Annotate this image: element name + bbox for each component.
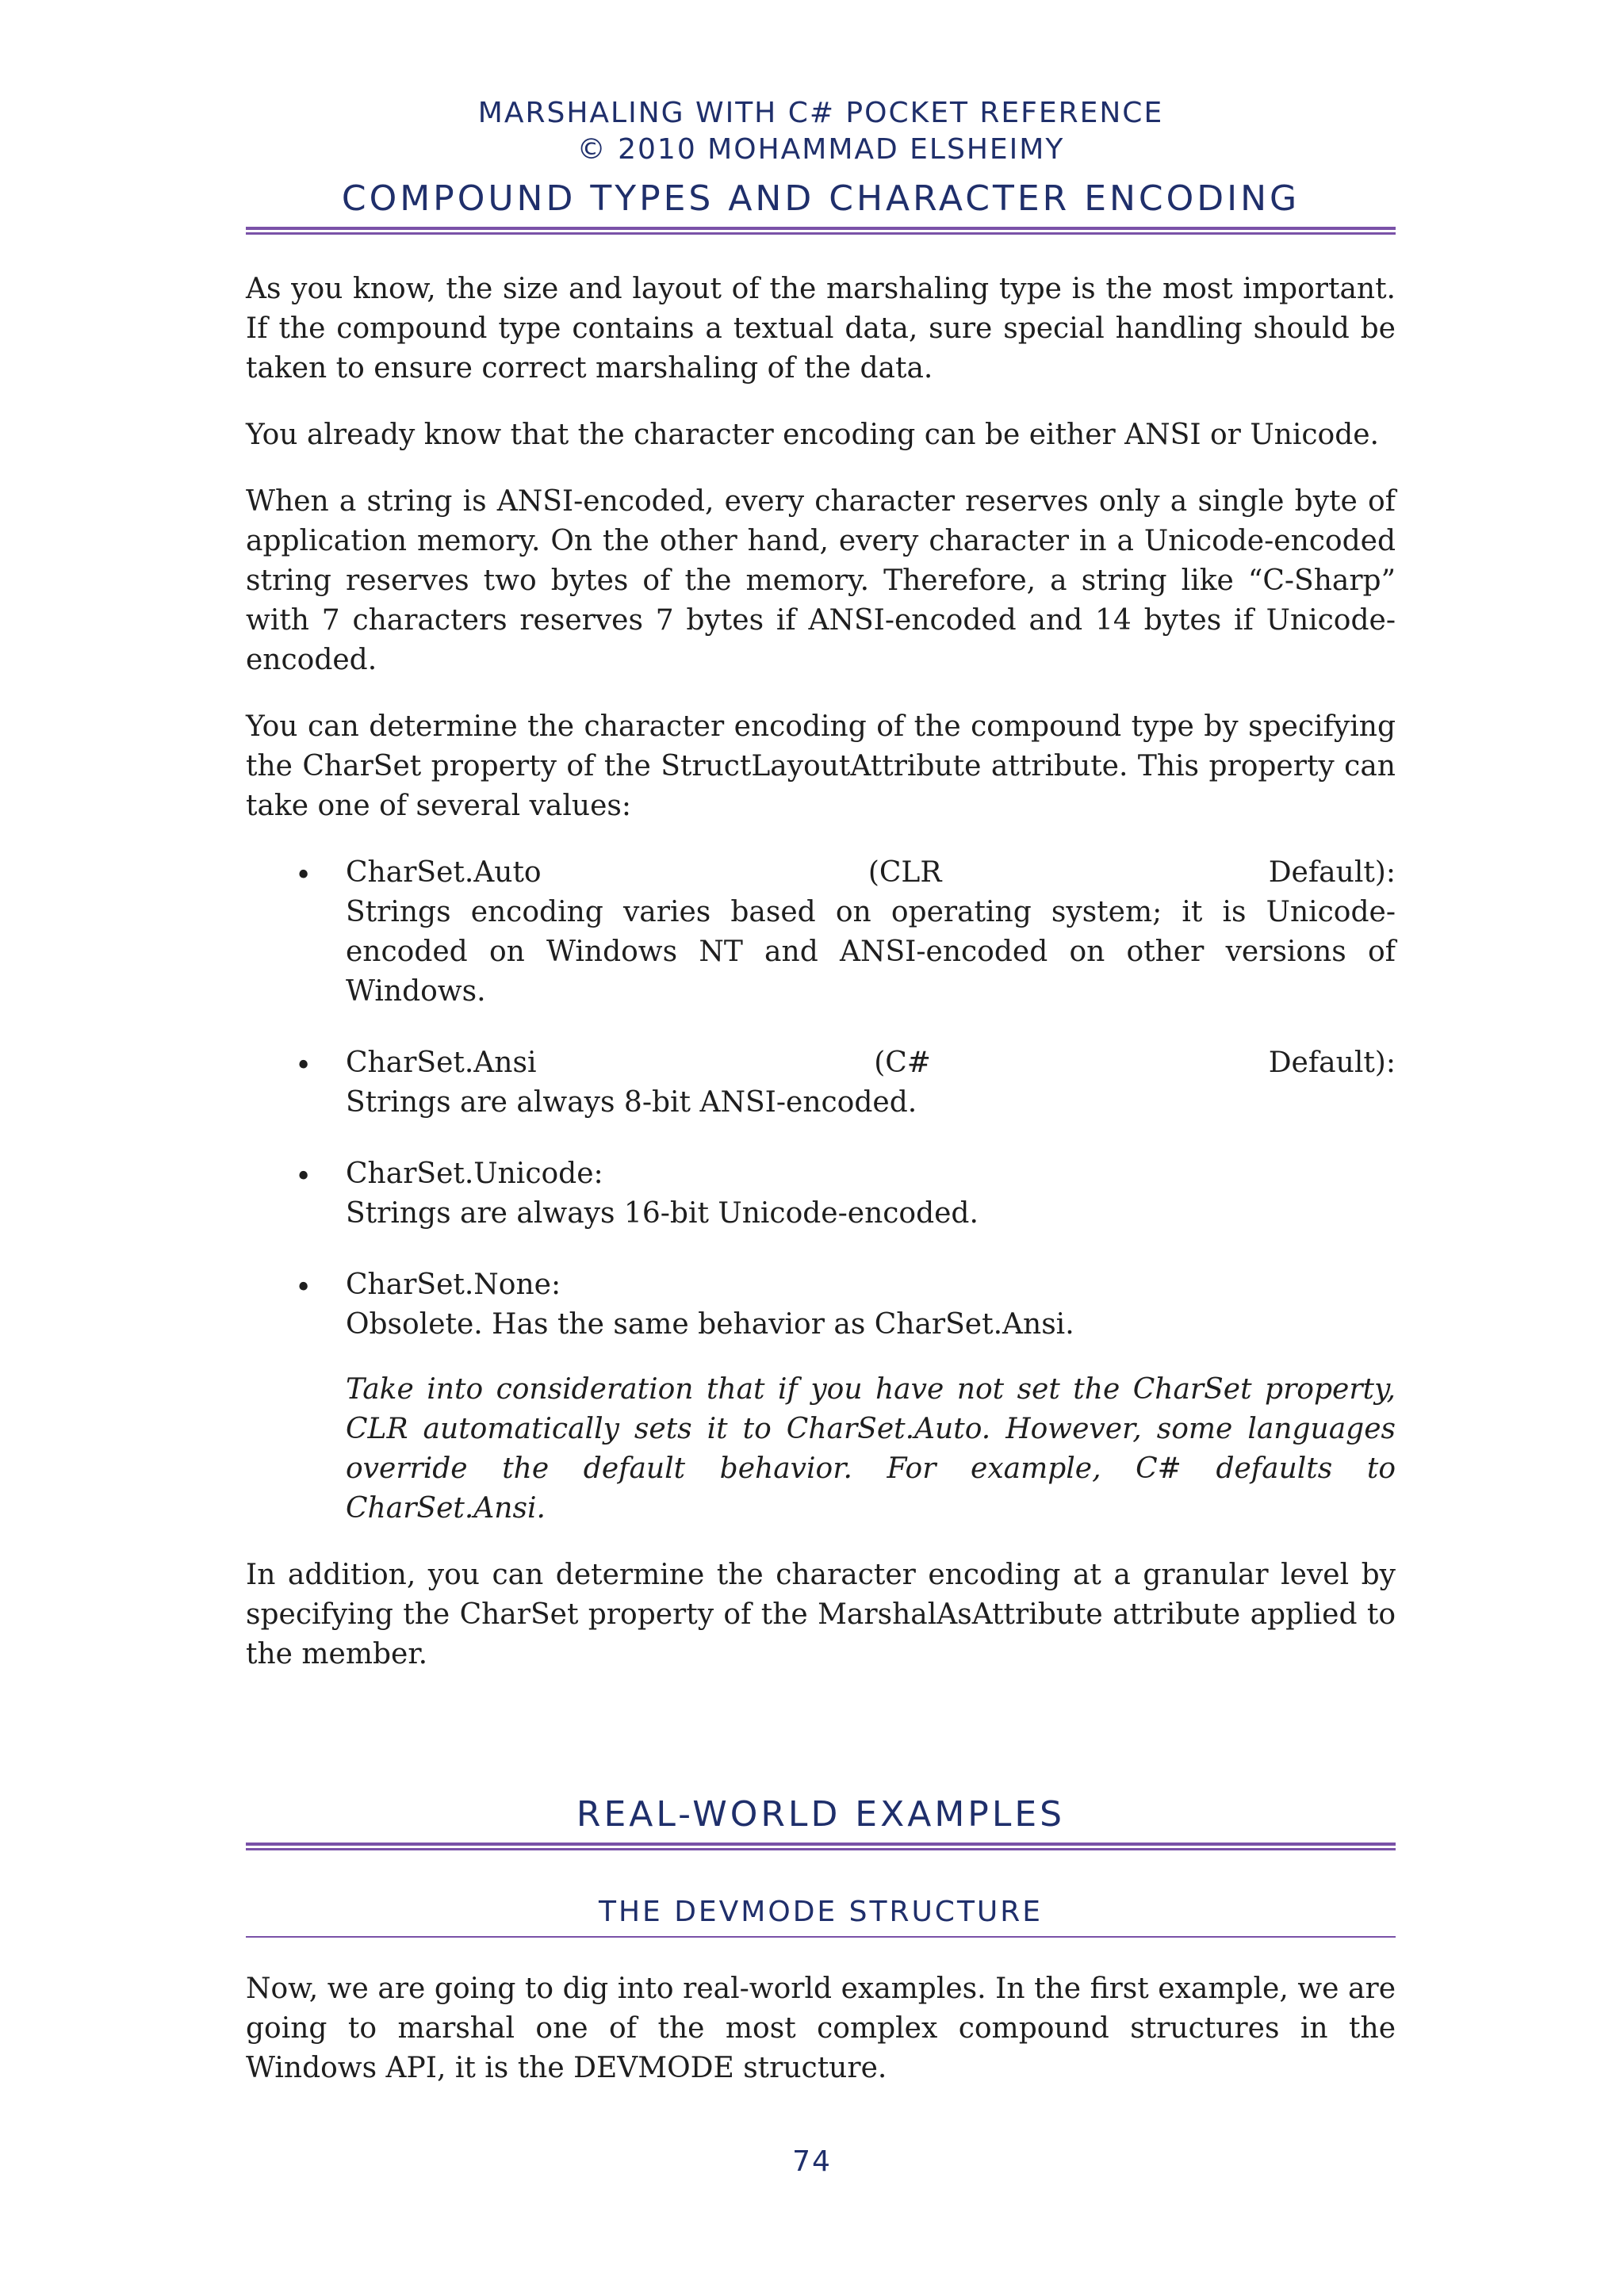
bullet-term: CharSet.Ansi bbox=[346, 1047, 537, 1079]
bullet-heading bbox=[346, 1265, 1396, 1305]
bullet-icon: • bbox=[295, 1050, 312, 1082]
bullet-description: Strings are always 16-bit Unicode-encoded. bbox=[346, 1197, 979, 1230]
bullet-term: CharSet.Unicode: bbox=[346, 1158, 603, 1190]
paragraph-marshalas: In addition, you can determine the character encoding at a granular level by specifying the CharSet property of the MarshalAsAttribute attribute applied to the member. bbox=[246, 1559, 1396, 1670]
paragraph-encoding: You already know that the character encoding can be either ANSI or Unicode. bbox=[246, 419, 1379, 451]
bullet-qualifier: (C# bbox=[874, 1047, 931, 1079]
running-header bbox=[246, 95, 1396, 168]
running-header-title: MARSHALING WITH C# POCKET REFERENCE bbox=[477, 97, 1164, 129]
list-item bbox=[246, 853, 1396, 1012]
bullet-heading bbox=[346, 1043, 1396, 1083]
section-heading-real-world: REAL-WORLD EXAMPLES bbox=[576, 1794, 1066, 1835]
paragraph-intro: As you know, the size and layout of the marshaling type is the most important. If the compound type contains a textual data, sure special handling should be taken to ensure correct marshaling of the data. bbox=[246, 273, 1396, 385]
bullet-heading bbox=[346, 1154, 1396, 1194]
paragraph-ansi-unicode: When a string is ANSI-encoded, every character reserves only a single byte of application memory. On the other hand, every character in a Unicode-encoded string reserves two bytes of the memory. Therefore, a string like “C-Sharp” with 7 characters reserves 7 bytes if ANSI-encoded and 14 bytes if Unicode-encoded. bbox=[246, 485, 1396, 676]
page-number: 74 bbox=[792, 2145, 832, 2178]
paragraph-devmode-intro: Now, we are going to dig into real-world examples. In the first example, we are going to marshal one of the most complex compound structures in the Windows API, it is the DEVMODE structure. bbox=[246, 1973, 1396, 2084]
bullet-icon: • bbox=[295, 1161, 312, 1193]
list-item bbox=[246, 1265, 1396, 1345]
page-content bbox=[246, 95, 1396, 2088]
bullet-description: Obsolete. Has the same behavior as CharSet.Ansi. bbox=[346, 1308, 1074, 1341]
paragraph-charset-property: You can determine the character encoding of the compound type by specifying the CharSet property of the StructLayoutAttribute attribute. This property can take one of several values: bbox=[246, 710, 1396, 822]
bullet-description: Strings are always 8-bit ANSI-encoded. bbox=[346, 1086, 917, 1119]
bullet-term: CharSet.Auto bbox=[346, 856, 542, 889]
italic-note: Take into consideration that if you have not set the CharSet property, CLR automatically sets it to CharSet.Auto. However, some languages override the default behavior. For example, C# defaults to CharSet.Ansi. bbox=[346, 1373, 1396, 1525]
list-item bbox=[246, 1154, 1396, 1234]
charset-values-list bbox=[246, 853, 1396, 1345]
list-item bbox=[246, 1043, 1396, 1123]
subsection-heading-devmode: THE DEVMODE STRUCTURE bbox=[598, 1896, 1044, 1928]
bullet-suffix: Default): bbox=[1268, 856, 1396, 889]
bullet-description: Strings encoding varies based on operating system; it is Unicode-encoded on Windows NT and ANSI-encoded on other versions of Windows. bbox=[346, 896, 1396, 1008]
bullet-qualifier: (CLR bbox=[868, 856, 942, 889]
section-heading-compound-types: COMPOUND TYPES AND CHARACTER ENCODING bbox=[341, 178, 1300, 219]
bullet-icon: • bbox=[295, 1272, 312, 1304]
running-header-copyright: © 2010 MOHAMMAD ELSHEIMY bbox=[576, 133, 1065, 166]
bullet-heading bbox=[346, 853, 1396, 893]
bullet-icon: • bbox=[295, 859, 312, 892]
bullet-term: CharSet.None: bbox=[346, 1269, 561, 1301]
bullet-suffix: Default): bbox=[1268, 1047, 1396, 1079]
section-heading-rule bbox=[246, 1843, 1396, 1850]
section-heading-rule bbox=[246, 227, 1396, 235]
